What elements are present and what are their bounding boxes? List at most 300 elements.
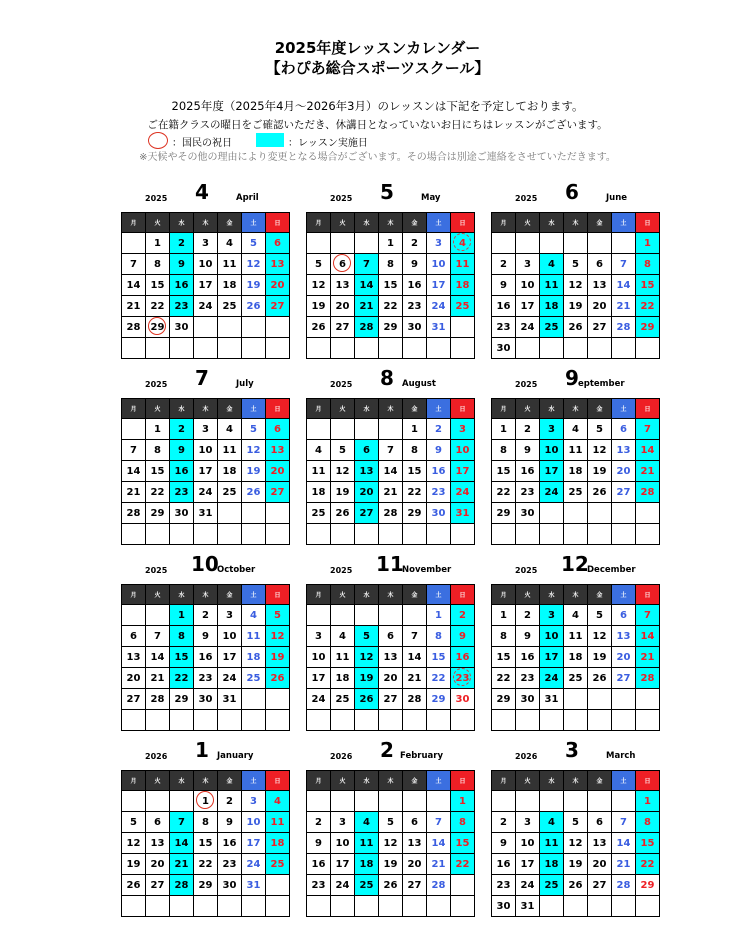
empty-cell: [355, 524, 379, 545]
month-header: [491, 552, 651, 578]
month-year: 2026: [515, 752, 538, 761]
day-cell: 29: [379, 317, 403, 338]
weekday-header: 土: [242, 771, 266, 791]
empty-cell: [122, 710, 146, 731]
month-name: June: [606, 193, 628, 203]
day-cell: 28: [122, 503, 146, 524]
empty-cell: [588, 503, 612, 524]
day-cell: 27: [588, 317, 612, 338]
empty-cell: [146, 524, 170, 545]
day-cell: 9: [427, 440, 451, 461]
day-cell: 1: [636, 233, 660, 254]
weekday-header: 日: [636, 399, 660, 419]
month-table: [121, 212, 290, 359]
day-cell: 21: [636, 647, 660, 668]
day-cell: 25: [307, 503, 331, 524]
day-cell: 1: [403, 419, 427, 440]
day-cell: 24: [427, 296, 451, 317]
day-cell: 18: [540, 296, 564, 317]
day-cell: 27: [266, 296, 290, 317]
empty-cell: [331, 419, 355, 440]
weekday-header: 水: [355, 771, 379, 791]
day-cell: 15: [636, 833, 660, 854]
day-cell: 8: [451, 812, 475, 833]
day-cell: 17: [242, 833, 266, 854]
empty-cell: [492, 233, 516, 254]
day-cell: 15: [170, 647, 194, 668]
day-cell: 4: [242, 605, 266, 626]
day-cell: 27: [612, 482, 636, 503]
empty-cell: [612, 338, 636, 359]
empty-cell: [331, 605, 355, 626]
day-cell: 17: [307, 668, 331, 689]
empty-cell: [146, 338, 170, 359]
empty-cell: [636, 896, 660, 917]
weekday-header: 月: [307, 399, 331, 419]
empty-cell: [564, 503, 588, 524]
day-cell: 21: [122, 296, 146, 317]
day-cell: 27: [331, 317, 355, 338]
day-cell: 30: [170, 317, 194, 338]
weekday-header: 日: [266, 213, 290, 233]
day-cell: 22: [146, 296, 170, 317]
month-number: 7: [195, 366, 209, 390]
month-year: 2025: [330, 566, 353, 575]
day-cell: 31: [516, 896, 540, 917]
day-cell: 9: [492, 275, 516, 296]
day-cell: 18: [266, 833, 290, 854]
month-table: [491, 398, 660, 545]
empty-cell: [427, 896, 451, 917]
weekday-header: 金: [218, 399, 242, 419]
day-cell: 28: [355, 317, 379, 338]
empty-cell: [307, 338, 331, 359]
empty-cell: [403, 896, 427, 917]
empty-cell: [146, 896, 170, 917]
day-cell: 9: [516, 626, 540, 647]
day-cell: 13: [266, 440, 290, 461]
day-cell: 19: [242, 275, 266, 296]
day-cell: 12: [266, 626, 290, 647]
day-cell: 26: [307, 317, 331, 338]
empty-cell: [355, 338, 379, 359]
day-cell: 14: [612, 275, 636, 296]
month-calendar: [121, 738, 285, 906]
empty-cell: [355, 896, 379, 917]
day-cell: 6: [146, 812, 170, 833]
day-cell: 6: [403, 812, 427, 833]
weekday-header: 火: [331, 771, 355, 791]
month-table: [491, 770, 660, 917]
day-cell: 4: [331, 626, 355, 647]
empty-cell: [307, 524, 331, 545]
day-cell: 22: [492, 668, 516, 689]
empty-cell: [516, 233, 540, 254]
day-cell: 11: [218, 254, 242, 275]
month-calendar: [306, 180, 470, 348]
empty-cell: [540, 896, 564, 917]
weekday-header: 土: [612, 771, 636, 791]
day-cell: 27: [266, 482, 290, 503]
weekday-header: 金: [588, 399, 612, 419]
empty-cell: [564, 233, 588, 254]
month-year: 2025: [330, 194, 353, 203]
lesson-swatch-icon: [256, 133, 284, 147]
day-cell: 14: [427, 833, 451, 854]
empty-cell: [146, 605, 170, 626]
day-cell: 22: [403, 482, 427, 503]
month-number: 12: [561, 552, 589, 576]
empty-cell: [612, 233, 636, 254]
day-cell: 19: [588, 647, 612, 668]
day-cell: 26: [564, 875, 588, 896]
day-cell: 22: [194, 854, 218, 875]
empty-cell: [331, 791, 355, 812]
day-cell: 22: [636, 296, 660, 317]
month-header: [121, 738, 281, 764]
weekday-header: 木: [564, 213, 588, 233]
empty-cell: [355, 710, 379, 731]
day-cell: 29: [636, 875, 660, 896]
month-calendar: [121, 180, 285, 348]
empty-cell: [218, 338, 242, 359]
day-cell: 3: [427, 233, 451, 254]
empty-cell: [636, 524, 660, 545]
month-name: December: [587, 565, 636, 575]
month-name: February: [400, 751, 444, 761]
day-cell: 29: [170, 689, 194, 710]
weekday-header: 月: [122, 585, 146, 605]
empty-cell: [612, 896, 636, 917]
day-cell: 29: [403, 503, 427, 524]
day-cell: 7: [122, 254, 146, 275]
empty-cell: [307, 419, 331, 440]
day-cell: 12: [379, 833, 403, 854]
day-cell: 12: [588, 440, 612, 461]
day-cell: 15: [492, 647, 516, 668]
empty-cell: [379, 338, 403, 359]
day-cell: 8: [170, 626, 194, 647]
weekday-header: 木: [194, 213, 218, 233]
day-cell: 1: [427, 605, 451, 626]
day-cell: 18: [242, 647, 266, 668]
weekday-header: 月: [492, 399, 516, 419]
day-cell: 14: [170, 833, 194, 854]
weekday-header: 金: [403, 399, 427, 419]
empty-cell: [331, 338, 355, 359]
month-header: [306, 180, 466, 206]
day-cell: 19: [122, 854, 146, 875]
day-cell: 13: [146, 833, 170, 854]
day-cell: 10: [516, 833, 540, 854]
day-cell: 15: [379, 275, 403, 296]
day-cell: 16: [194, 647, 218, 668]
day-cell: 11: [242, 626, 266, 647]
day-cell: 25: [451, 296, 475, 317]
empty-cell: [242, 338, 266, 359]
day-cell: 19: [331, 482, 355, 503]
day-cell: 31: [427, 317, 451, 338]
day-cell: 24: [540, 668, 564, 689]
weekday-header: 月: [122, 213, 146, 233]
day-cell: 1: [492, 419, 516, 440]
day-cell: 7: [170, 812, 194, 833]
day-cell: 10: [540, 626, 564, 647]
page-subtitle: 【わぴあ総合スポーツスクール】: [265, 59, 490, 77]
day-cell: 26: [242, 482, 266, 503]
empty-cell: [194, 524, 218, 545]
day-cell: 17: [540, 647, 564, 668]
month-header: [491, 738, 651, 764]
day-cell: 3: [540, 419, 564, 440]
day-cell: 5: [564, 254, 588, 275]
day-cell: 5: [122, 812, 146, 833]
day-cell: 22: [451, 854, 475, 875]
empty-cell: [122, 338, 146, 359]
day-cell: 23: [451, 668, 475, 689]
empty-cell: [588, 791, 612, 812]
weekday-header: 土: [612, 213, 636, 233]
day-cell: 23: [194, 668, 218, 689]
day-cell: 4: [451, 233, 475, 254]
day-cell: 30: [218, 875, 242, 896]
weekday-header: 火: [516, 399, 540, 419]
month-year: 2025: [145, 194, 168, 203]
day-cell: 27: [588, 875, 612, 896]
day-cell: 31: [218, 689, 242, 710]
day-cell: 4: [540, 254, 564, 275]
day-cell: 12: [242, 440, 266, 461]
empty-cell: [612, 503, 636, 524]
day-cell: 2: [492, 812, 516, 833]
weekday-header: 土: [242, 213, 266, 233]
attendance-note: ご在籍クラスの曜日をご確認いただき、休講日となっていないお日にちはレッスンがございます。: [147, 119, 608, 131]
month-number: 3: [565, 738, 579, 762]
empty-cell: [331, 896, 355, 917]
day-cell: 9: [194, 626, 218, 647]
day-cell: 28: [636, 668, 660, 689]
day-cell: 2: [516, 419, 540, 440]
day-cell: 15: [636, 275, 660, 296]
day-cell: 31: [242, 875, 266, 896]
empty-cell: [331, 710, 355, 731]
day-cell: 7: [612, 254, 636, 275]
day-cell: 13: [379, 647, 403, 668]
day-cell: 1: [451, 791, 475, 812]
month-name: November: [402, 565, 452, 575]
month-number: 1: [195, 738, 209, 762]
day-cell: 7: [636, 605, 660, 626]
month-table: [121, 398, 290, 545]
day-cell: 14: [636, 626, 660, 647]
empty-cell: [540, 791, 564, 812]
empty-cell: [122, 896, 146, 917]
day-cell: 29: [636, 317, 660, 338]
weekday-header: 木: [194, 771, 218, 791]
day-cell: 21: [612, 296, 636, 317]
day-cell: 27: [146, 875, 170, 896]
empty-cell: [612, 710, 636, 731]
empty-cell: [564, 710, 588, 731]
day-cell: 16: [492, 854, 516, 875]
empty-cell: [427, 338, 451, 359]
month-table: [306, 398, 475, 545]
month-name: July: [236, 379, 254, 389]
weekday-header: 水: [170, 771, 194, 791]
holiday-circle-icon: [453, 668, 471, 686]
day-cell: 7: [403, 626, 427, 647]
weekday-header: 月: [307, 213, 331, 233]
empty-cell: [170, 524, 194, 545]
month-number: 4: [195, 180, 209, 204]
empty-cell: [242, 317, 266, 338]
weekday-header: 日: [636, 771, 660, 791]
day-cell: 21: [636, 461, 660, 482]
day-cell: 5: [564, 812, 588, 833]
day-cell: 5: [266, 605, 290, 626]
empty-cell: [355, 791, 379, 812]
day-cell: 30: [492, 896, 516, 917]
legend-holiday-label: ：国民の祝日: [172, 138, 232, 149]
day-cell: 1: [194, 791, 218, 812]
weekday-header: 金: [588, 213, 612, 233]
day-cell: 8: [636, 812, 660, 833]
month-number: 6: [565, 180, 579, 204]
month-year: 2025: [145, 380, 168, 389]
day-cell: 29: [492, 689, 516, 710]
day-cell: 9: [218, 812, 242, 833]
day-cell: 12: [331, 461, 355, 482]
empty-cell: [307, 791, 331, 812]
day-cell: 21: [146, 668, 170, 689]
day-cell: 21: [122, 482, 146, 503]
day-cell: 26: [588, 668, 612, 689]
empty-cell: [122, 605, 146, 626]
day-cell: 26: [564, 317, 588, 338]
day-cell: 18: [218, 275, 242, 296]
month-header: [306, 738, 466, 764]
empty-cell: [564, 689, 588, 710]
weekday-header: 金: [403, 213, 427, 233]
day-cell: 3: [451, 419, 475, 440]
day-cell: 3: [516, 812, 540, 833]
day-cell: 11: [355, 833, 379, 854]
day-cell: 3: [242, 791, 266, 812]
day-cell: 5: [242, 233, 266, 254]
month-table: [491, 584, 660, 731]
day-cell: 22: [492, 482, 516, 503]
day-cell: 17: [427, 275, 451, 296]
day-cell: 11: [218, 440, 242, 461]
day-cell: 28: [146, 689, 170, 710]
day-cell: 2: [451, 605, 475, 626]
empty-cell: [403, 605, 427, 626]
weekday-header: 金: [218, 213, 242, 233]
empty-cell: [355, 233, 379, 254]
day-cell: 10: [540, 440, 564, 461]
month-calendar: [121, 366, 285, 534]
day-cell: 2: [170, 419, 194, 440]
day-cell: 12: [122, 833, 146, 854]
day-cell: 4: [307, 440, 331, 461]
day-cell: 6: [588, 812, 612, 833]
weekday-header: 木: [194, 585, 218, 605]
weekday-header: 火: [146, 399, 170, 419]
day-cell: 20: [146, 854, 170, 875]
empty-cell: [403, 338, 427, 359]
day-cell: 14: [146, 647, 170, 668]
day-cell: 30: [194, 689, 218, 710]
empty-cell: [379, 419, 403, 440]
day-cell: 19: [564, 854, 588, 875]
day-cell: 27: [355, 503, 379, 524]
empty-cell: [612, 524, 636, 545]
day-cell: 26: [355, 689, 379, 710]
day-cell: 15: [194, 833, 218, 854]
day-cell: 11: [564, 440, 588, 461]
empty-cell: [122, 419, 146, 440]
day-cell: 25: [218, 482, 242, 503]
holiday-circle-icon: [148, 317, 166, 335]
day-cell: 24: [194, 482, 218, 503]
month-name: eptember: [578, 379, 625, 389]
holiday-circle-icon: [453, 233, 471, 251]
day-cell: 29: [427, 689, 451, 710]
empty-cell: [331, 233, 355, 254]
day-cell: 21: [379, 482, 403, 503]
day-cell: 2: [403, 233, 427, 254]
empty-cell: [194, 338, 218, 359]
month-header: [306, 552, 466, 578]
empty-cell: [451, 317, 475, 338]
day-cell: 20: [588, 854, 612, 875]
day-cell: 25: [564, 482, 588, 503]
day-cell: 10: [427, 254, 451, 275]
empty-cell: [612, 791, 636, 812]
day-cell: 4: [564, 419, 588, 440]
day-cell: 8: [492, 440, 516, 461]
day-cell: 15: [146, 275, 170, 296]
day-cell: 24: [516, 875, 540, 896]
day-cell: 22: [146, 482, 170, 503]
day-cell: 19: [564, 296, 588, 317]
weekday-header: 日: [451, 771, 475, 791]
day-cell: 18: [564, 647, 588, 668]
empty-cell: [218, 896, 242, 917]
empty-cell: [636, 689, 660, 710]
weekday-header: 日: [636, 213, 660, 233]
weekday-header: 土: [242, 585, 266, 605]
month-year: 2025: [515, 380, 538, 389]
empty-cell: [122, 233, 146, 254]
weekday-header: 月: [122, 771, 146, 791]
weekday-header: 火: [331, 213, 355, 233]
weekday-header: 日: [266, 399, 290, 419]
weekday-header: 土: [427, 771, 451, 791]
day-cell: 14: [122, 275, 146, 296]
day-cell: 4: [355, 812, 379, 833]
empty-cell: [451, 896, 475, 917]
day-cell: 6: [612, 419, 636, 440]
day-cell: 2: [516, 605, 540, 626]
day-cell: 3: [194, 233, 218, 254]
day-cell: 12: [564, 833, 588, 854]
day-cell: 28: [403, 689, 427, 710]
day-cell: 7: [379, 440, 403, 461]
empty-cell: [379, 605, 403, 626]
month-calendar: [121, 552, 285, 720]
day-cell: 24: [194, 296, 218, 317]
